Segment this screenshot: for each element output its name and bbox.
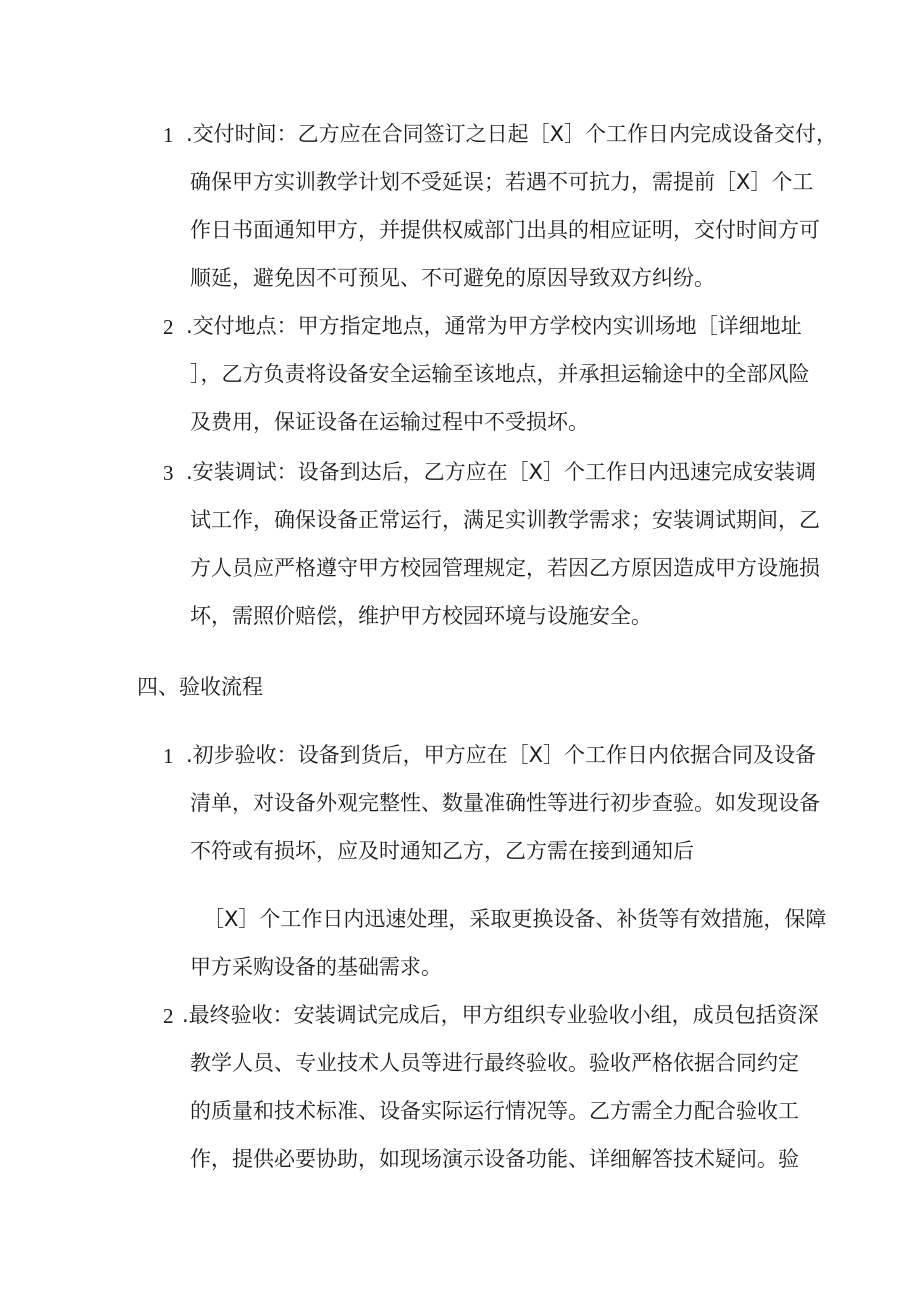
acceptance-number: 1 [163, 744, 174, 768]
item-line: 作日书面通知甲方，并提供权威部门出具的相应证明，交付时间方可 [190, 218, 820, 242]
acceptance-number: 2 [163, 1004, 174, 1028]
item-number: 1 [163, 123, 174, 147]
acceptance-line: 作，提供必要协助，如现场演示设备功能、详细解答技术疑问。验 [190, 1147, 799, 1171]
item-line: 试工作，确保设备正常运行，满足实训教学需求；安装调试期间，乙 [190, 508, 820, 532]
item-line: 及费用，保证设备在运输过程中不受损坏。 [190, 410, 589, 434]
item-line: 坏，需照价赔偿，维护甲方校园环境与设施安全。 [190, 604, 652, 628]
item-line: 顺延，避免因不可预见、不可避免的原因导致双方纠纷。 [190, 266, 715, 290]
acceptance-continuation: ［X］个工作日内迅速处理，采取更换设备、补货等有效措施，保障 [203, 907, 827, 931]
item-number: 3 [163, 461, 174, 485]
acceptance-line: .初步验收：设备到货后，甲方应在［X］个工作日内依据合同及设备 [186, 743, 817, 767]
acceptance-line: .最终验收：安装调试完成后，甲方组织专业验收小组，成员包括资深 [182, 1003, 819, 1027]
acceptance-line: 不符或有损坏，应及时通知乙方，乙方需在接到通知后 [190, 839, 694, 863]
item-line: .交付地点：甲方指定地点，通常为甲方学校内实训场地［详细地址 [186, 314, 802, 338]
acceptance-line: 清单，对设备外观完整性、数量准确性等进行初步查验。如发现设备 [190, 791, 820, 815]
acceptance-line: 的质量和技术标准、设备实际运行情况等。乙方需全力配合验收工 [190, 1099, 799, 1123]
item-line: ］，乙方负责将设备安全运输至该地点，并承担运输途中的全部风险 [190, 362, 810, 386]
item-line: 确保甲方实训教学计划不受延误；若遇不可抗力，需提前［X］个工 [190, 170, 814, 194]
acceptance-line: 教学人员、专业技术人员等进行最终验收。验收严格依据合同约定 [190, 1051, 799, 1075]
item-line: .安装调试：设备到达后，乙方应在［X］个工作日内迅速完成安装调 [186, 460, 817, 484]
item-line: 方人员应严格遵守甲方校园管理规定，若因乙方原因造成甲方设施损 [190, 556, 820, 580]
section-heading: 四、验收流程 [137, 675, 263, 699]
item-line: .交付时间：乙方应在合同签订之日起［X］个工作日内完成设备交付， [186, 122, 838, 146]
acceptance-continuation: 甲方采购设备的基础需求。 [190, 955, 442, 979]
item-number: 2 [163, 315, 174, 339]
